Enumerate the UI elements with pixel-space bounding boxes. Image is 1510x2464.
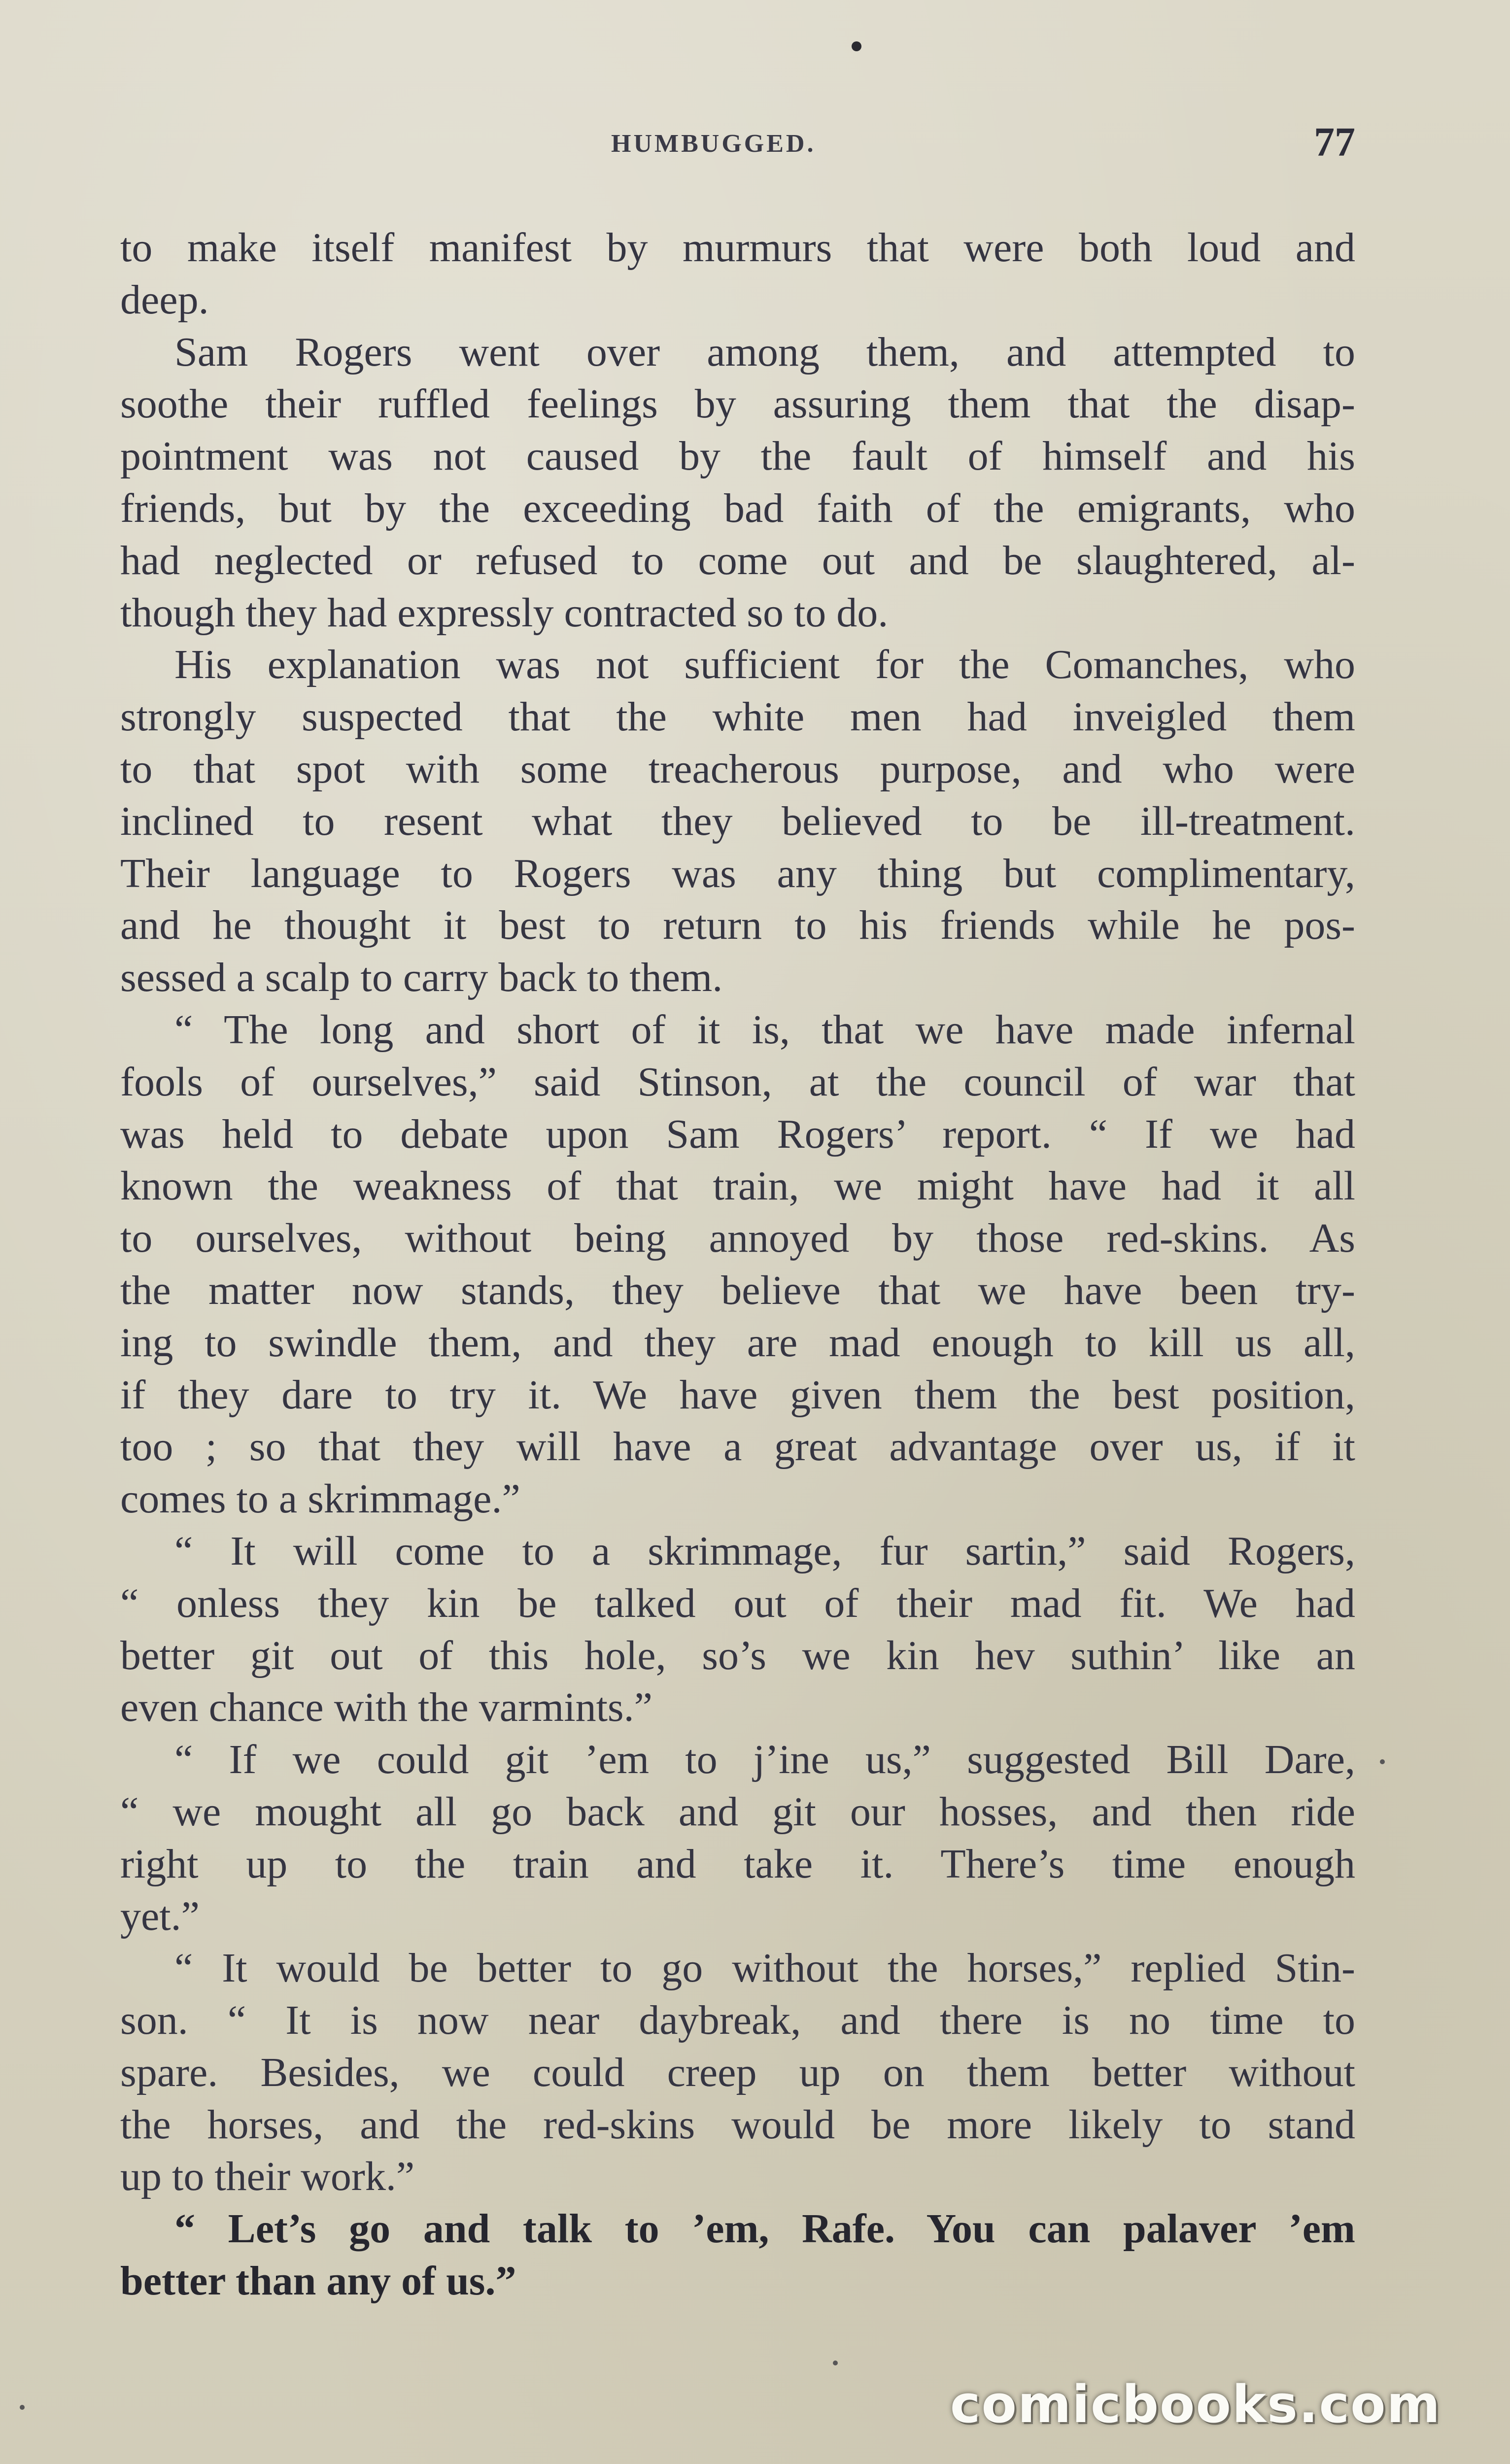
- text-line: if they dare to try it. We have given them the best position,: [120, 1371, 1355, 1418]
- text-line: deep.: [120, 276, 209, 323]
- text-line: “ The long and short of it is, that we have made infernal: [174, 1006, 1355, 1053]
- text-line: better git out of this hole, so’s we kin hev suthin’ like an: [120, 1632, 1355, 1678]
- text-line: “ Let’s go and talk to ’em, Rafe. You can palaver ’em: [174, 2206, 1355, 2252]
- text-line: soothe their ruffled feelings by assuring them that the disap-: [120, 381, 1355, 427]
- text-line: sessed a scalp to carry back to them.: [120, 955, 723, 1001]
- text-line: to that spot with some treacherous purpose, and who were: [120, 746, 1355, 792]
- text-line: had neglected or refused to come out and be slaughtered, al-: [120, 537, 1355, 583]
- ink-speck: [833, 2361, 838, 2365]
- page-number: 77: [1314, 119, 1355, 165]
- text-line: to make itself manifest by murmurs that were both loud and: [120, 225, 1355, 271]
- ink-speck: [1380, 1759, 1385, 1764]
- text-line: and he thought it best to return to his friends while he pos-: [120, 902, 1355, 949]
- text-line: fools of ourselves,” said Stinson, at the council of war that: [120, 1059, 1355, 1105]
- text-line: son. “ It is now near daybreak, and there is no time to: [120, 1997, 1355, 2044]
- text-line: “ onless they kin be talked out of their mad fit. We had: [120, 1580, 1355, 1626]
- text-line: though they had expressly contracted so to do.: [120, 589, 889, 636]
- text-line: known the weakness of that train, we might have had it all: [120, 1163, 1355, 1209]
- text-line: the matter now stands, they believe that we have been try-: [120, 1267, 1355, 1313]
- text-line: ing to swindle them, and they are mad enough to kill us all,: [120, 1319, 1355, 1366]
- text-line: pointment was not caused by the fault of himself and his: [120, 433, 1355, 479]
- text-line: up to their work.”: [120, 2154, 415, 2200]
- text-line: “ It would be better to go without the horses,” replied Stin-: [174, 1945, 1355, 1991]
- text-line: was held to debate upon Sam Rogers’ report. “ If we had: [120, 1111, 1355, 1157]
- text-line: to ourselves, without being annoyed by those red-skins. As: [120, 1215, 1355, 1262]
- text-line: yet.”: [120, 1893, 200, 1939]
- body-text: [120, 222, 1355, 2307]
- text-line: spare. Besides, we could creep up on them better without: [120, 2049, 1355, 2095]
- ink-speck: [20, 2405, 25, 2410]
- text-line: the horses, and the red-skins would be more likely to stand: [120, 2101, 1355, 2148]
- text-line: too ; so that they will have a great advantage over us, if it: [120, 1424, 1355, 1470]
- running-head-title: HUMBUGGED.: [611, 130, 816, 158]
- text-line: friends, but by the exceeding bad faith of the emigrants, who: [120, 485, 1355, 531]
- ink-dot: [852, 41, 861, 51]
- text-line: Sam Rogers went over among them, and attempted to: [174, 329, 1355, 375]
- text-line: His explanation was not sufficient for the Comanches, who: [174, 642, 1355, 688]
- text-line: comes to a skrimmage.”: [120, 1476, 520, 1522]
- text-line: “ we mought all go back and git our hosses, and then ride: [120, 1788, 1355, 1835]
- text-line: Their language to Rogers was any thing but complimentary,: [120, 850, 1355, 896]
- text-line: inclined to resent what they believed to be ill-treatment.: [120, 798, 1355, 844]
- text-line: “ If we could git ’em to j’ine us,” suggested Bill Dare,: [174, 1737, 1355, 1783]
- text-line: better than any of us.”: [120, 2258, 516, 2304]
- text-line: right up to the train and take it. There’s time enough: [120, 1841, 1355, 1887]
- watermark: comicbooks.com: [950, 2374, 1441, 2434]
- text-line: strongly suspected that the white men had inveigled them: [120, 694, 1355, 740]
- text-line: even chance with the varmints.”: [120, 1684, 652, 1731]
- text-line: “ It will come to a skrimmage, fur sartin,” said Rogers,: [174, 1528, 1355, 1574]
